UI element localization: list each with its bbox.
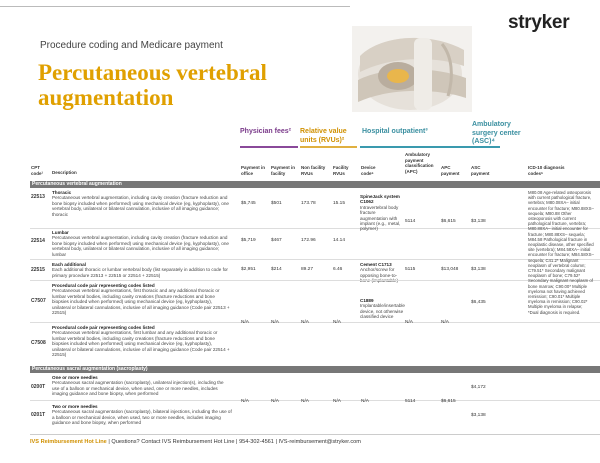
page-title: Percutaneous vertebral augmentation (38, 60, 267, 110)
device-na: N/A (361, 399, 369, 404)
group-hospital-outpatient: Hospital outpatient³ (362, 128, 428, 135)
apc-code: 5114 (405, 399, 416, 404)
group-bar-physician (240, 146, 298, 148)
group-asc: Ambulatory surgery center (ASC)⁴ (472, 121, 521, 145)
row-code: 22515 (31, 267, 45, 273)
pay-office-na: N/A (241, 320, 249, 325)
col-asc-payment: ASC payment (471, 165, 490, 176)
device-code-c1889: C1889 Implantable/insertable device, not otherwise classified device (360, 298, 405, 320)
row-pay-office: $5,745 (241, 201, 256, 206)
row-code: 22513 (31, 194, 45, 200)
row-description: Thoracic Percutaneous vertebral augmentation, including cavity creation (fracture reduction and bone biopsy included when performed) using mechanical device (eg, kyphoplasty), one vertebral body, unilateral or bilateral cannulation, inclusive of all imaging guidance; thoracic (52, 190, 229, 217)
asc-payment: $4,172 (471, 385, 486, 390)
col-pay-office: Payment in office (241, 165, 266, 176)
col-apc-payment: APC payment (441, 165, 460, 176)
col-fac-rvus: Facility RVUs (333, 165, 349, 176)
row-fac-rvus: 15.15 (333, 201, 346, 206)
fac-rvus-na: N/A (333, 399, 341, 404)
row-code: 0201T (31, 412, 46, 418)
device-code-spinejack: SpineJack system C1062 Intravertebral body fracture augmentation with implant (e.g., metal, polymer) (360, 194, 401, 232)
group-bar-hospital (360, 146, 470, 148)
apc-payment-na: N/A (441, 320, 449, 325)
row-nonfac-rvus: 172.96 (301, 238, 316, 243)
row-divider (30, 280, 600, 281)
footer-questions: Questions? Contact IVS Reimbursement Hot Line (111, 439, 235, 445)
footer-rule (30, 434, 600, 435)
row-code: 22514 (31, 238, 45, 244)
row-fac-rvus: 6.46 (333, 267, 343, 272)
asc-payment: $3,138 (471, 219, 486, 224)
row-pay-facility: $214 (271, 267, 282, 272)
row-description: Two or more needles Percutaneous sacral augmentation (sacroplasty), bilateral injections, including the use of a balloon or mechanical device, when used, two or more needles, includes imaging guidance and bone biopsy, when performed (52, 404, 232, 426)
asc-payment: $6,435 (471, 300, 486, 305)
row-description: Procedural code pair representing codes listed Percutaneous vertebral augmentations, first thoracic and any additional thoracic or lumbar vertebral bodies, including cavity creations (fracture reductions and bone biopsies included when performed) using mechanical device (eg, kyphoplasty), unilateral or bilateral cannulations, inclusive of all imaging guidance (Code pair 22513 + 22515) (52, 283, 230, 316)
apc-code-na: N/A (405, 320, 413, 325)
apc-payment: $6,615 (441, 399, 456, 404)
row-pay-facility: $501 (271, 201, 282, 206)
section-band-sacral: Percutaneous sacral augmentation (sacroplasty) (30, 366, 600, 373)
row-pay-facility: $467 (271, 238, 282, 243)
row-fac-rvus: 14.14 (333, 238, 346, 243)
row-nonfac-rvus: 89.27 (301, 267, 314, 272)
col-pay-facility: Payment in facility (271, 165, 296, 176)
row-code: 0200T (31, 384, 46, 390)
page-subtitle: Procedure coding and Medicare payment (40, 40, 223, 51)
apc-payment: $6,615 (441, 219, 456, 224)
group-rvus: Relative value units (RVUs)² (300, 128, 347, 144)
footer-hotline: IVS Reimbursement Hot Line (30, 439, 107, 445)
col-device: Device code⁵ (361, 165, 376, 176)
row-description: Procedural code pair representing codes listed Percutaneous vertebral augmentations, first lumbar and any additional thoracic or lumbar vertebral bodies, including cavity creations (fracture reductions and bone biopsies included when performed) using mechanical device (eg, kyphoplasty), unilateral or bilateral cannulations, inclusive of all imaging guidance (Code pair 22514 + 22515) (52, 325, 230, 358)
apc-code: 5115 (405, 267, 416, 272)
pay-facility-na: N/A (271, 399, 279, 404)
footer-phone[interactable]: 954-302-4561 (239, 439, 274, 445)
row-divider (30, 322, 600, 323)
row-code: C7507 (31, 298, 46, 304)
asc-payment: $3,138 (471, 413, 486, 418)
asc-payment: $3,138 (471, 267, 486, 272)
col-nonfac-rvus: Non facility RVUs (301, 165, 326, 176)
footer: IVS Reimbursement Hot Line | Questions? Contact IVS Reimbursement Hot Line | 954-302-4561 | IVS-reimbursement@stryker.com (30, 439, 361, 445)
apc-payment: $13,048 (441, 267, 459, 272)
row-code: C7508 (31, 340, 46, 346)
apc-code: 5114 (405, 219, 416, 224)
row-description: Each additional Each additional thoracic or lumbar vertebral body (list separately in addition to code for primary procedure 22513 + 22515 or 22514 + 22515) (52, 262, 228, 278)
icd-10-codes: M80.08 Age-related osteoporosis with current pathological fracture, vertebra; M80.08XA– initial encounter for fracture; M80.88XS– sequela; M80.88 Other osteoporosis with current pathological fracture, vertebra; M80.88XA– initial encounter for fracture; M80.88XS– sequela; M84.58 Pathological fracture in neoplastic disease, other specified site (vertebra); M84.58XA– initial encounter for fracture; M84.58XS– sequela; C41.2* Malignant neoplasm of vertebral column; C79.51* Secondary malignant neoplasm of bone; C79.52* Secondary malignant neoplasm of bone marrow; C90.00* Multiple myeloma not having achieved remission; C90.01* Multiple myeloma in remission; C90.02* Multiple myeloma in relapse; *Dual diagnosis is required. (528, 190, 594, 315)
footer-email[interactable]: IVS-reimbursement@stryker.com (278, 439, 361, 445)
col-icd: ICD-10 diagnosis codes⁶ (528, 165, 565, 176)
col-description: Description (52, 170, 77, 175)
pay-facility-na: N/A (271, 320, 279, 325)
row-pay-office: $2,951 (241, 267, 256, 272)
group-bar-asc (470, 146, 500, 148)
row-pay-office: $5,719 (241, 238, 256, 243)
row-description: Lumbar Percutaneous vertebral augmentation, including cavity creation (fracture reduction and bone biopsy included when performed) using mechanical device (eg, kyphoplasty), one vertebral body, unilateral or bilateral cannulation, inclusive of all imaging guidance; lumbar (52, 230, 229, 257)
col-apc: Ambulatory payment classification (APC) (405, 152, 434, 174)
nonfac-rvus-na: N/A (301, 320, 309, 325)
row-description: One or more needles Percutaneous sacral augmentation (sacroplasty), unilateral injection(s), including the use of a balloon or mechanical device, when used, one or more needles, includes imaging guidance and bone biopsy, when performed (52, 375, 224, 397)
group-bar-rvus (300, 146, 357, 148)
stryker-logo: stryker (508, 12, 570, 33)
spine-illustration (352, 26, 472, 112)
device-code-cement: Cement C1713 Anchor/screw for opposing bone-to- (360, 262, 398, 278)
col-cpt: CPT code¹ (31, 165, 44, 176)
row-divider (30, 400, 600, 401)
row-divider (30, 259, 600, 260)
row-divider (30, 228, 600, 229)
group-physician-fees: Physician fees² (240, 128, 291, 135)
nonfac-rvus-na: N/A (301, 399, 309, 404)
section-band-augmentation: Percutaneous vertebral augmentation (30, 181, 600, 188)
pay-office-na: N/A (241, 399, 249, 404)
row-nonfac-rvus: 173.78 (301, 201, 316, 206)
header-rule (0, 6, 350, 7)
fac-rvus-na: N/A (333, 320, 341, 325)
